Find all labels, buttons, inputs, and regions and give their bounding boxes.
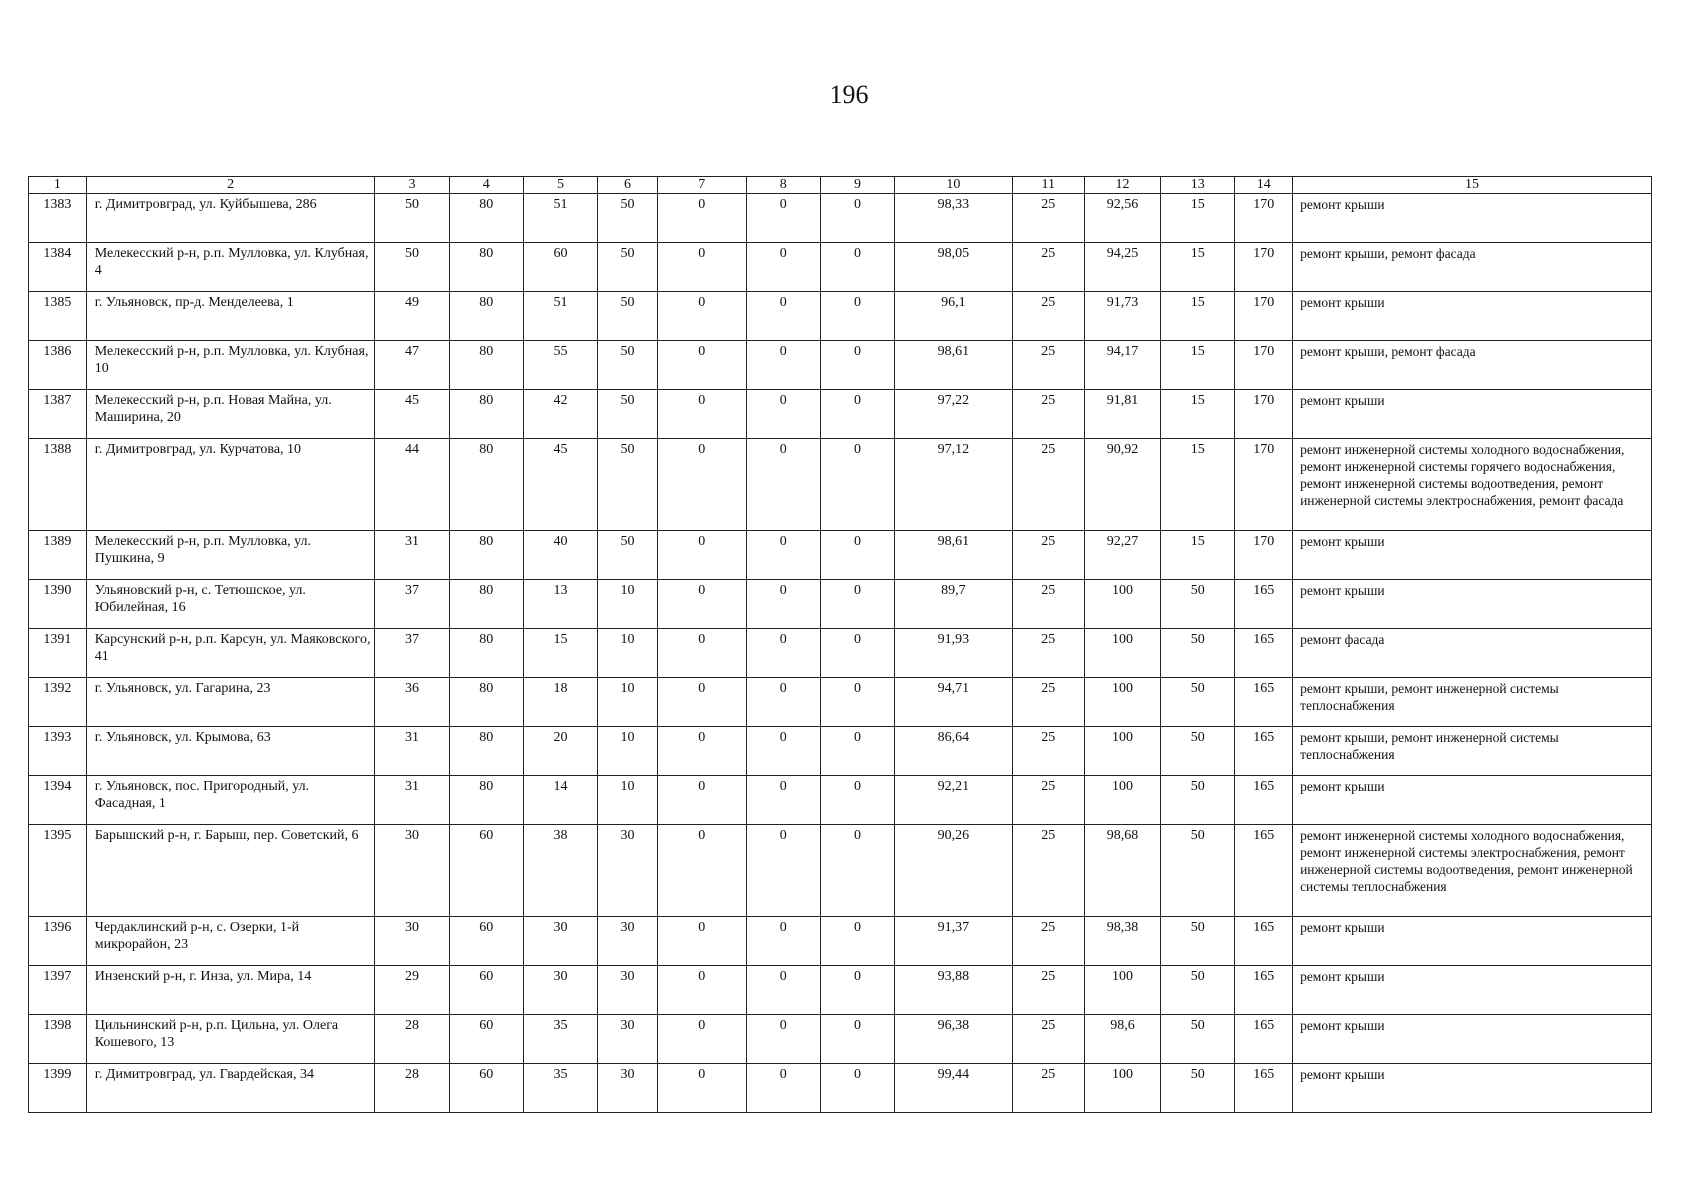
table-row [29, 292, 1652, 341]
value-cell-12: 100 [1084, 629, 1160, 678]
value-cell-4: 80 [449, 776, 523, 825]
value-cell-10: 97,12 [895, 439, 1013, 531]
table-row [29, 439, 1652, 531]
value-cell-4: 80 [449, 194, 523, 243]
value-cell-11: 25 [1012, 439, 1084, 531]
table-header [29, 177, 1652, 194]
value-cell-6: 50 [598, 439, 658, 531]
value-cell-10: 91,93 [895, 629, 1013, 678]
works-cell: ремонт крыши [1293, 1015, 1652, 1064]
value-cell-10: 98,61 [895, 531, 1013, 580]
address-cell: Мелекесский р-н, р.п. Мулловка, ул. Клубная, 4 [86, 243, 375, 292]
works-cell: ремонт фасада [1293, 629, 1652, 678]
value-cell-4: 80 [449, 531, 523, 580]
value-cell-3: 31 [375, 727, 449, 776]
value-cell-7: 0 [657, 1064, 746, 1113]
value-cell-7: 0 [657, 1015, 746, 1064]
row-number-cell: 1384 [29, 243, 87, 292]
column-header-13: 13 [1161, 177, 1235, 194]
value-cell-9: 0 [820, 678, 894, 727]
value-cell-4: 80 [449, 292, 523, 341]
value-cell-12: 91,81 [1084, 390, 1160, 439]
value-cell-8: 0 [746, 531, 820, 580]
value-cell-7: 0 [657, 531, 746, 580]
value-cell-12: 94,25 [1084, 243, 1160, 292]
value-cell-6: 50 [598, 194, 658, 243]
table-row [29, 531, 1652, 580]
value-cell-6: 10 [598, 678, 658, 727]
value-cell-11: 25 [1012, 629, 1084, 678]
value-cell-3: 30 [375, 825, 449, 917]
value-cell-10: 94,71 [895, 678, 1013, 727]
value-cell-4: 60 [449, 1015, 523, 1064]
value-cell-9: 0 [820, 194, 894, 243]
address-cell: г. Димитровград, ул. Куйбышева, 286 [86, 194, 375, 243]
value-cell-6: 50 [598, 292, 658, 341]
column-header-2: 2 [86, 177, 375, 194]
row-number-cell: 1392 [29, 678, 87, 727]
value-cell-11: 25 [1012, 194, 1084, 243]
address-cell: г. Ульяновск, ул. Гагарина, 23 [86, 678, 375, 727]
value-cell-13: 50 [1161, 678, 1235, 727]
value-cell-4: 80 [449, 678, 523, 727]
value-cell-9: 0 [820, 439, 894, 531]
row-number-cell: 1387 [29, 390, 87, 439]
value-cell-7: 0 [657, 439, 746, 531]
address-cell: Мелекесский р-н, р.п. Мулловка, ул. Пушкина, 9 [86, 531, 375, 580]
value-cell-13: 15 [1161, 439, 1235, 531]
value-cell-10: 98,61 [895, 341, 1013, 390]
value-cell-13: 50 [1161, 1064, 1235, 1113]
value-cell-6: 50 [598, 341, 658, 390]
value-cell-12: 100 [1084, 966, 1160, 1015]
value-cell-4: 80 [449, 243, 523, 292]
value-cell-8: 0 [746, 917, 820, 966]
works-cell: ремонт крыши, ремонт инженерной системы теплоснабжения [1293, 678, 1652, 727]
column-header-15: 15 [1293, 177, 1652, 194]
column-header-10: 10 [895, 177, 1013, 194]
value-cell-9: 0 [820, 1015, 894, 1064]
value-cell-8: 0 [746, 629, 820, 678]
value-cell-5: 18 [523, 678, 597, 727]
row-number-cell: 1389 [29, 531, 87, 580]
value-cell-13: 50 [1161, 727, 1235, 776]
document-table-container [28, 176, 1652, 1113]
value-cell-14: 165 [1235, 1015, 1293, 1064]
value-cell-6: 30 [598, 1064, 658, 1113]
value-cell-12: 100 [1084, 727, 1160, 776]
value-cell-7: 0 [657, 341, 746, 390]
works-cell: ремонт крыши [1293, 1064, 1652, 1113]
value-cell-13: 15 [1161, 390, 1235, 439]
value-cell-3: 30 [375, 917, 449, 966]
value-cell-3: 28 [375, 1064, 449, 1113]
value-cell-3: 49 [375, 292, 449, 341]
row-number-cell: 1390 [29, 580, 87, 629]
column-header-3: 3 [375, 177, 449, 194]
value-cell-5: 20 [523, 727, 597, 776]
value-cell-7: 0 [657, 776, 746, 825]
value-cell-13: 50 [1161, 917, 1235, 966]
value-cell-3: 45 [375, 390, 449, 439]
value-cell-7: 0 [657, 678, 746, 727]
table-row [29, 580, 1652, 629]
value-cell-10: 91,37 [895, 917, 1013, 966]
works-cell: ремонт крыши, ремонт инженерной системы теплоснабжения [1293, 727, 1652, 776]
value-cell-14: 170 [1235, 292, 1293, 341]
value-cell-11: 25 [1012, 966, 1084, 1015]
value-cell-7: 0 [657, 727, 746, 776]
value-cell-14: 165 [1235, 580, 1293, 629]
value-cell-7: 0 [657, 194, 746, 243]
value-cell-3: 37 [375, 629, 449, 678]
value-cell-13: 50 [1161, 966, 1235, 1015]
value-cell-12: 90,92 [1084, 439, 1160, 531]
row-number-cell: 1399 [29, 1064, 87, 1113]
value-cell-6: 30 [598, 1015, 658, 1064]
row-number-cell: 1385 [29, 292, 87, 341]
value-cell-7: 0 [657, 390, 746, 439]
value-cell-11: 25 [1012, 917, 1084, 966]
value-cell-8: 0 [746, 1064, 820, 1113]
value-cell-6: 50 [598, 531, 658, 580]
value-cell-9: 0 [820, 390, 894, 439]
column-header-9: 9 [820, 177, 894, 194]
value-cell-10: 99,44 [895, 1064, 1013, 1113]
value-cell-14: 165 [1235, 678, 1293, 727]
value-cell-14: 165 [1235, 917, 1293, 966]
address-cell: г. Димитровград, ул. Гвардейская, 34 [86, 1064, 375, 1113]
value-cell-9: 0 [820, 629, 894, 678]
value-cell-3: 31 [375, 776, 449, 825]
value-cell-7: 0 [657, 825, 746, 917]
value-cell-6: 50 [598, 243, 658, 292]
value-cell-9: 0 [820, 776, 894, 825]
value-cell-4: 60 [449, 825, 523, 917]
column-header-4: 4 [449, 177, 523, 194]
value-cell-3: 37 [375, 580, 449, 629]
table-row [29, 629, 1652, 678]
value-cell-11: 25 [1012, 1015, 1084, 1064]
value-cell-7: 0 [657, 629, 746, 678]
value-cell-14: 165 [1235, 825, 1293, 917]
value-cell-13: 15 [1161, 292, 1235, 341]
value-cell-10: 92,21 [895, 776, 1013, 825]
value-cell-13: 50 [1161, 1015, 1235, 1064]
value-cell-3: 31 [375, 531, 449, 580]
column-header-6: 6 [598, 177, 658, 194]
value-cell-14: 170 [1235, 194, 1293, 243]
value-cell-8: 0 [746, 825, 820, 917]
value-cell-13: 50 [1161, 629, 1235, 678]
value-cell-3: 28 [375, 1015, 449, 1064]
value-cell-9: 0 [820, 1064, 894, 1113]
value-cell-3: 36 [375, 678, 449, 727]
value-cell-12: 100 [1084, 776, 1160, 825]
value-cell-14: 165 [1235, 629, 1293, 678]
value-cell-12: 98,38 [1084, 917, 1160, 966]
value-cell-11: 25 [1012, 825, 1084, 917]
address-cell: Карсунский р-н, р.п. Карсун, ул. Маяковского, 41 [86, 629, 375, 678]
value-cell-3: 29 [375, 966, 449, 1015]
value-cell-11: 25 [1012, 1064, 1084, 1113]
table-row [29, 1015, 1652, 1064]
value-cell-14: 165 [1235, 966, 1293, 1015]
value-cell-7: 0 [657, 917, 746, 966]
column-header-7: 7 [657, 177, 746, 194]
value-cell-11: 25 [1012, 531, 1084, 580]
value-cell-14: 170 [1235, 341, 1293, 390]
value-cell-11: 25 [1012, 341, 1084, 390]
works-cell: ремонт крыши [1293, 390, 1652, 439]
value-cell-3: 47 [375, 341, 449, 390]
value-cell-8: 0 [746, 243, 820, 292]
value-cell-12: 100 [1084, 580, 1160, 629]
works-cell: ремонт инженерной системы холодного водоснабжения, ремонт инженерной системы горячего водоснабжения, ремонт инженерной системы водоотведения, ремонт инженерной системы электроснабжения, ремонт фасада [1293, 439, 1652, 531]
value-cell-5: 55 [523, 341, 597, 390]
value-cell-5: 35 [523, 1064, 597, 1113]
address-cell: г. Димитровград, ул. Курчатова, 10 [86, 439, 375, 531]
value-cell-12: 100 [1084, 678, 1160, 727]
value-cell-5: 13 [523, 580, 597, 629]
value-cell-14: 165 [1235, 1064, 1293, 1113]
value-cell-12: 98,68 [1084, 825, 1160, 917]
value-cell-6: 10 [598, 580, 658, 629]
table-body [29, 194, 1652, 1113]
value-cell-9: 0 [820, 341, 894, 390]
works-cell: ремонт крыши [1293, 194, 1652, 243]
value-cell-11: 25 [1012, 727, 1084, 776]
value-cell-8: 0 [746, 292, 820, 341]
value-cell-8: 0 [746, 390, 820, 439]
value-cell-13: 50 [1161, 580, 1235, 629]
value-cell-12: 91,73 [1084, 292, 1160, 341]
value-cell-4: 60 [449, 917, 523, 966]
page-number: 196 [829, 80, 869, 109]
value-cell-3: 50 [375, 194, 449, 243]
value-cell-5: 60 [523, 243, 597, 292]
value-cell-6: 10 [598, 776, 658, 825]
value-cell-4: 80 [449, 580, 523, 629]
address-cell: Мелекесский р-н, р.п. Мулловка, ул. Клубная, 10 [86, 341, 375, 390]
address-cell: Ульяновский р-н, с. Тетюшское, ул. Юбилейная, 16 [86, 580, 375, 629]
row-number-cell: 1398 [29, 1015, 87, 1064]
column-header-12: 12 [1084, 177, 1160, 194]
address-cell: г. Ульяновск, ул. Крымова, 63 [86, 727, 375, 776]
value-cell-14: 170 [1235, 439, 1293, 531]
value-cell-7: 0 [657, 580, 746, 629]
value-cell-6: 10 [598, 629, 658, 678]
value-cell-13: 50 [1161, 825, 1235, 917]
row-number-cell: 1393 [29, 727, 87, 776]
works-cell: ремонт крыши [1293, 966, 1652, 1015]
works-cell: ремонт крыши [1293, 917, 1652, 966]
value-cell-12: 92,56 [1084, 194, 1160, 243]
value-cell-5: 14 [523, 776, 597, 825]
row-number-cell: 1397 [29, 966, 87, 1015]
value-cell-7: 0 [657, 243, 746, 292]
row-number-cell: 1396 [29, 917, 87, 966]
row-number-cell: 1395 [29, 825, 87, 917]
value-cell-5: 35 [523, 1015, 597, 1064]
value-cell-8: 0 [746, 1015, 820, 1064]
value-cell-11: 25 [1012, 243, 1084, 292]
value-cell-10: 86,64 [895, 727, 1013, 776]
value-cell-11: 25 [1012, 390, 1084, 439]
table-row [29, 243, 1652, 292]
value-cell-10: 96,38 [895, 1015, 1013, 1064]
row-number-cell: 1388 [29, 439, 87, 531]
value-cell-6: 50 [598, 390, 658, 439]
value-cell-12: 100 [1084, 1064, 1160, 1113]
works-cell: ремонт крыши [1293, 776, 1652, 825]
table-row [29, 678, 1652, 727]
value-cell-11: 25 [1012, 292, 1084, 341]
table-row [29, 727, 1652, 776]
value-cell-10: 96,1 [895, 292, 1013, 341]
value-cell-7: 0 [657, 292, 746, 341]
value-cell-11: 25 [1012, 776, 1084, 825]
value-cell-13: 15 [1161, 194, 1235, 243]
value-cell-5: 51 [523, 292, 597, 341]
address-cell: Барышский р-н, г. Барыш, пер. Советский, 6 [86, 825, 375, 917]
value-cell-8: 0 [746, 439, 820, 531]
table-row [29, 194, 1652, 243]
value-cell-14: 165 [1235, 727, 1293, 776]
value-cell-6: 30 [598, 825, 658, 917]
value-cell-4: 60 [449, 1064, 523, 1113]
value-cell-8: 0 [746, 194, 820, 243]
value-cell-11: 25 [1012, 678, 1084, 727]
works-cell: ремонт инженерной системы холодного водоснабжения, ремонт инженерной системы электроснабжения, ремонт инженерной системы водоотведения, ремонт инженерной системы теплоснабжения [1293, 825, 1652, 917]
table-row [29, 966, 1652, 1015]
value-cell-9: 0 [820, 580, 894, 629]
value-cell-8: 0 [746, 776, 820, 825]
value-cell-5: 30 [523, 966, 597, 1015]
column-header-14: 14 [1235, 177, 1293, 194]
value-cell-3: 44 [375, 439, 449, 531]
value-cell-13: 15 [1161, 243, 1235, 292]
value-cell-13: 15 [1161, 341, 1235, 390]
value-cell-13: 15 [1161, 531, 1235, 580]
value-cell-14: 170 [1235, 531, 1293, 580]
value-cell-9: 0 [820, 727, 894, 776]
value-cell-5: 51 [523, 194, 597, 243]
value-cell-8: 0 [746, 966, 820, 1015]
value-cell-4: 80 [449, 390, 523, 439]
works-cell: ремонт крыши [1293, 580, 1652, 629]
value-cell-6: 10 [598, 727, 658, 776]
value-cell-10: 97,22 [895, 390, 1013, 439]
row-number-cell: 1386 [29, 341, 87, 390]
column-header-11: 11 [1012, 177, 1084, 194]
address-cell: Цильнинский р-н, р.п. Цильна, ул. Олега Кошевого, 13 [86, 1015, 375, 1064]
value-cell-4: 60 [449, 966, 523, 1015]
address-cell: Мелекесский р-н, р.п. Новая Майна, ул. Маширина, 20 [86, 390, 375, 439]
value-cell-9: 0 [820, 825, 894, 917]
value-cell-10: 90,26 [895, 825, 1013, 917]
address-cell: г. Ульяновск, пр-д. Менделеева, 1 [86, 292, 375, 341]
value-cell-8: 0 [746, 727, 820, 776]
value-cell-13: 50 [1161, 776, 1235, 825]
value-cell-9: 0 [820, 531, 894, 580]
table-row [29, 825, 1652, 917]
value-cell-12: 92,27 [1084, 531, 1160, 580]
value-cell-10: 98,05 [895, 243, 1013, 292]
value-cell-9: 0 [820, 292, 894, 341]
value-cell-9: 0 [820, 917, 894, 966]
address-cell: г. Ульяновск, пос. Пригородный, ул. Фасадная, 1 [86, 776, 375, 825]
value-cell-4: 80 [449, 341, 523, 390]
value-cell-14: 170 [1235, 390, 1293, 439]
document-table [28, 176, 1652, 1113]
column-header-8: 8 [746, 177, 820, 194]
value-cell-14: 170 [1235, 243, 1293, 292]
works-cell: ремонт крыши, ремонт фасада [1293, 341, 1652, 390]
value-cell-5: 45 [523, 439, 597, 531]
table-row [29, 776, 1652, 825]
value-cell-8: 0 [746, 580, 820, 629]
works-cell: ремонт крыши [1293, 531, 1652, 580]
column-header-1: 1 [29, 177, 87, 194]
value-cell-5: 30 [523, 917, 597, 966]
value-cell-11: 25 [1012, 580, 1084, 629]
value-cell-4: 80 [449, 439, 523, 531]
row-number-cell: 1383 [29, 194, 87, 243]
value-cell-14: 165 [1235, 776, 1293, 825]
value-cell-8: 0 [746, 678, 820, 727]
table-row [29, 917, 1652, 966]
value-cell-5: 15 [523, 629, 597, 678]
table-row [29, 341, 1652, 390]
works-cell: ремонт крыши, ремонт фасада [1293, 243, 1652, 292]
row-number-cell: 1391 [29, 629, 87, 678]
value-cell-3: 50 [375, 243, 449, 292]
value-cell-10: 89,7 [895, 580, 1013, 629]
table-row [29, 390, 1652, 439]
value-cell-5: 40 [523, 531, 597, 580]
value-cell-5: 42 [523, 390, 597, 439]
value-cell-12: 94,17 [1084, 341, 1160, 390]
address-cell: Чердаклинский р-н, с. Озерки, 1-й микрорайон, 23 [86, 917, 375, 966]
value-cell-12: 98,6 [1084, 1015, 1160, 1064]
value-cell-4: 80 [449, 727, 523, 776]
column-header-5: 5 [523, 177, 597, 194]
value-cell-9: 0 [820, 966, 894, 1015]
value-cell-10: 93,88 [895, 966, 1013, 1015]
value-cell-5: 38 [523, 825, 597, 917]
header-row [29, 177, 1652, 194]
value-cell-9: 0 [820, 243, 894, 292]
value-cell-10: 98,33 [895, 194, 1013, 243]
row-number-cell: 1394 [29, 776, 87, 825]
value-cell-6: 30 [598, 966, 658, 1015]
table-row [29, 1064, 1652, 1113]
works-cell: ремонт крыши [1293, 292, 1652, 341]
value-cell-6: 30 [598, 917, 658, 966]
value-cell-8: 0 [746, 341, 820, 390]
address-cell: Инзенский р-н, г. Инза, ул. Мира, 14 [86, 966, 375, 1015]
value-cell-4: 80 [449, 629, 523, 678]
value-cell-7: 0 [657, 966, 746, 1015]
